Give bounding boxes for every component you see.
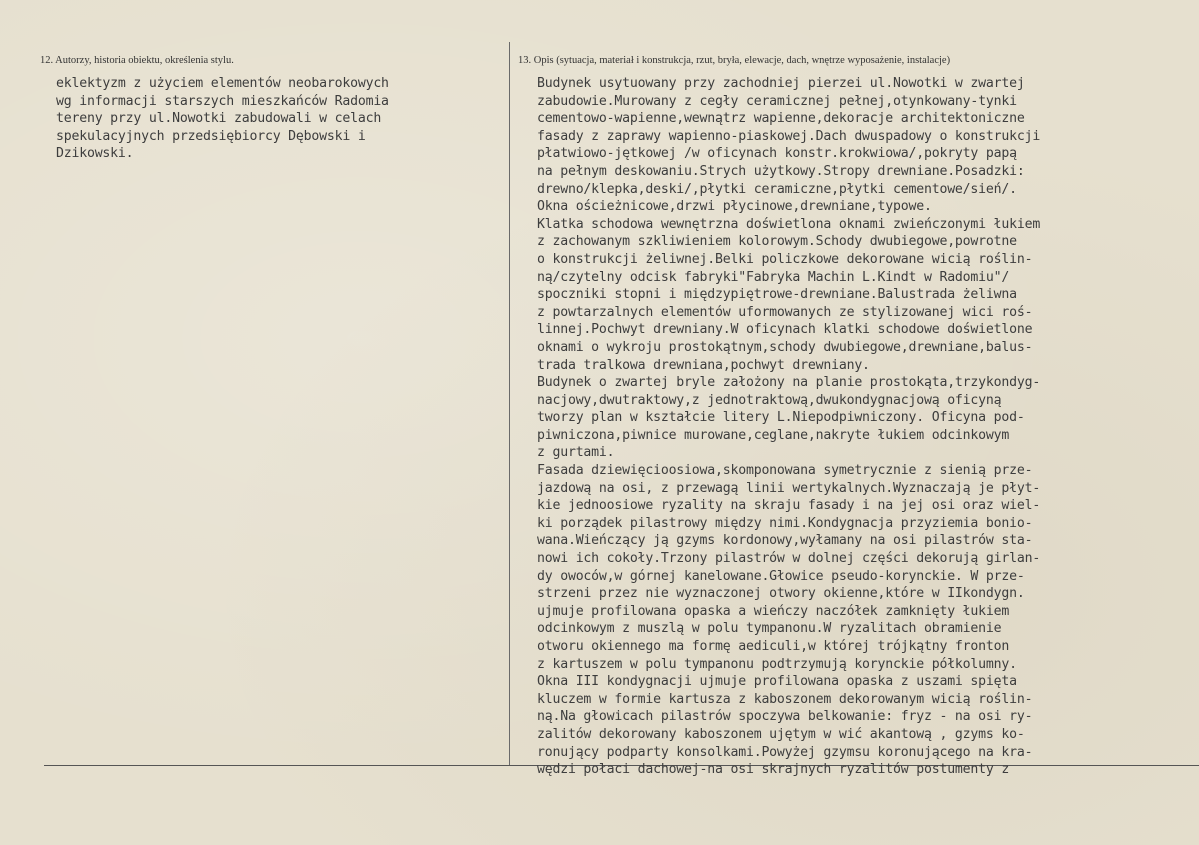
text-line: strzeni przez nie wyznaczonej otwory okienne,które w IIkondygn. [537,586,1025,602]
text-line: cementowo-wapienne,wewnątrz wapienne,dekoracje architektoniczne [537,111,1025,127]
text-line: spekulacyjnych przedsiębiorcy Dębowski i [56,128,366,144]
text-line: Dzikowski. [56,146,134,162]
section-13-text [537,75,1197,779]
text-line: na pełnym deskowaniu.Strych użytkowy.Stropy drewniane.Posadzki: [537,163,1025,179]
text-line: nowi ich cokoły.Trzony pilastrów w dolnej części dekorują girlan- [537,551,1041,567]
text-line: drewno/klepka,deski/,płytki ceramiczne,płytki cementowe/sień/. [537,181,1017,197]
text-line: odcinkowym z muszlą w polu tympanonu.W ryzalitach obramienie [537,621,1002,637]
text-line: wana.Wieńczący ją gzyms kordonowy,wyłamany na osi pilastrów sta- [537,533,1033,549]
text-line: spoczniki stopni i międzypiętrowe-drewniane.Balustrada żeliwna [537,287,1017,303]
text-line: z zachowanym szkliwieniem kolorowym.Schody dwubiegowe,powrotne [537,234,1017,250]
text-line: dy owoców,w górnej kanelowane.Głowice pseudo-korynckie. W prze- [537,568,1025,584]
text-line: ronujący podparty konsolkami.Powyżej gzymsu koronującego na kra- [537,744,1033,760]
text-line: kie jednoosiowe ryzality na skraju fasady i na jej osi oraz wiel- [537,498,1041,514]
text-line: nacjowy,dwutraktowy,z jednotraktową,dwukondygnacjową oficyną [537,392,1002,408]
text-line: Budynek usytuowany przy zachodniej pierzei ul.Nowotki w zwartej [537,76,1025,91]
text-line: kluczem w formie kartusza z kaboszonem dekorowanym wicią roślin- [537,691,1033,707]
section-12-header: 12. Autorzy, historia obiektu, określenia stylu. [40,55,234,66]
text-line: otworu okiennego ma formę aediculi,w której trójkątny fronton [537,639,1010,654]
text-line: z powtarzalnych elementów uformowanych ze stylizowanej wici roś- [537,304,1033,320]
text-line: Budynek o zwartej bryle założony na planie prostokąta,trzykondyg- [537,375,1041,391]
text-line: tworzy plan w kształcie litery L.Niepodpiwniczony. Oficyna pod- [537,410,1025,426]
section-12-text [56,75,504,163]
text-line: z gurtami. [537,445,615,461]
text-line: Okna ościeżnicowe,drzwi płycinowe,drewniane,typowe. [537,199,932,215]
text-line: ujmuje profilowana opaska a wieńczy naczółek zamknięty łukiem [537,603,1010,619]
text-line: Klatka schodowa wewnętrzna doświetlona oknami zwieńczonymi łukiem [537,216,1041,232]
text-line: Okna III kondygnacji ujmuje profilowana opaska z uszami spięta [537,674,1017,690]
text-line: z kartuszem w polu tympanonu podtrzymują korynckie półkolumny. [537,656,1017,672]
text-line: ki porządek pilastrowy między nimi.Kondygnacja przyziemia bonio- [537,515,1033,531]
text-line: fasady z zaprawy wapienno-piaskowej.Dach dwuspadowy o konstrukcji [537,128,1041,144]
text-line: oknami o wykroju prostokątnym,schody dwubiegowe,drewniane,balus- [537,339,1033,355]
text-line: ną.Na głowicach pilastrów spoczywa belkowanie: fryz - na osi ry- [537,709,1033,725]
text-line: jazdową na osi, z przewagą linii wertykalnych.Wyznaczają je płyt- [537,480,1041,496]
text-line: płatwiowo-jętkowej /w oficynach konstr.krokwiowa/,pokryty papą [537,146,1017,162]
text-line: zalitów dekorowany kaboszonem ujętym w wić akantową , gzyms ko- [537,726,1025,742]
text-line: wg informacji starszych mieszkańców Radomia [56,93,389,109]
text-line: o konstrukcji żeliwnej.Belki policzkowe dekorowane wicią roślin- [537,251,1033,267]
text-line: trada tralkowa drewniana,pochwyt drewniany. [537,357,870,373]
text-line: ną/czytelny odcisk fabryki"Fabryka Machin L.Kindt w Radomiu"/ [537,269,1010,285]
column-divider [509,42,510,766]
text-line: piwniczona,piwnice murowane,ceglane,nakryte łukiem odcinkowym [537,427,1010,443]
text-line: Fasada dziewięcioosiowa,skomponowana symetrycznie z sienią prze- [537,463,1033,479]
text-line: wędzi połaci dachowej-na osi skrajnych ryzalitów postumenty z [537,762,1010,778]
text-line: eklektyzm z użyciem elementów neobarokowych [56,76,389,91]
text-line: tereny przy ul.Nowotki zabudowali w celach [56,111,382,127]
section-13-header: 13. Opis (sytuacja, materiał i konstrukcja, rzut, bryła, elewacje, dach, wnętrze wyposażenie, instalacje) [518,55,951,66]
text-line: linnej.Pochwyt drewniany.W oficynach klatki schodowe doświetlone [537,322,1033,338]
text-line: zabudowie.Murowany z cegły ceramicznej pełnej,otynkowany-tynki [537,93,1017,109]
